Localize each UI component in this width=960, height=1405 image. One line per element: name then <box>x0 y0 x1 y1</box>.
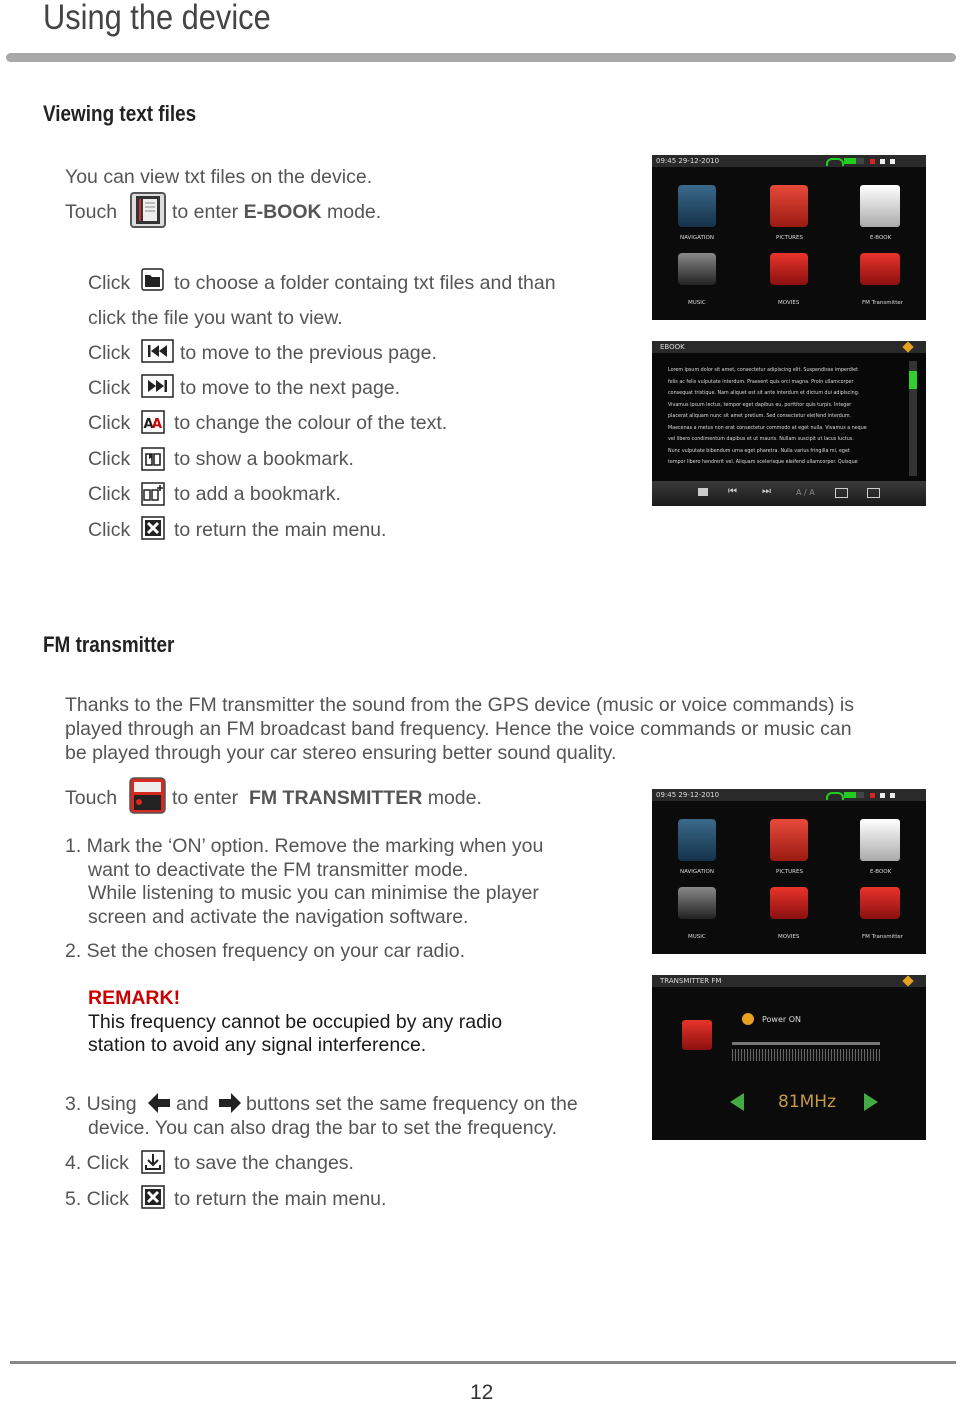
right-arrow-icon <box>218 1092 242 1114</box>
ebook-title-bar <box>652 341 926 353</box>
next-page-icon <box>141 374 174 398</box>
fm-step-1 <box>65 835 543 929</box>
ebook-line: felis ac felis vulputate interdum. Praesent quis orci magna. Proin ullamcorper <box>668 379 854 385</box>
ebook-tile-icon <box>860 185 900 227</box>
fm-transmitter-app-icon <box>129 777 166 814</box>
status-dot-icon <box>880 159 885 164</box>
title-divider <box>6 53 956 62</box>
touch-label: Touch <box>65 201 118 223</box>
svg-text:A: A <box>143 417 154 432</box>
status-dot-icon <box>890 159 895 164</box>
save-icon <box>141 1150 165 1174</box>
ebook-mode-name: E-BOOK <box>243 201 322 223</box>
touch-label: Touch <box>65 787 118 809</box>
signal-icon <box>844 158 864 164</box>
fm-step-4-end: to save the changes. <box>174 1152 354 1174</box>
device-home-screenshot <box>652 155 926 320</box>
ebook-screen-title: EBOOK <box>660 343 685 351</box>
paragraph-line: played through an FM broadcast band frequency. Hence the voice commands or music can <box>65 718 852 740</box>
fm-enter-line <box>172 787 482 810</box>
close-icon <box>141 516 165 540</box>
status-dot-icon <box>870 159 875 164</box>
paragraph-line: be played through your car stereo ensuring better sound quality. <box>65 742 617 764</box>
step-line: screen and activate the navigation software. <box>88 905 469 928</box>
signal-icon <box>844 792 864 798</box>
ebook-line: consequat tristique. Nam aliquet est sit ante interdum et dictum dui adipiscing. <box>668 391 860 396</box>
enter-post: mode. <box>326 201 382 223</box>
movies-tile-icon <box>770 253 808 285</box>
fm-transmitter-tile-icon <box>860 887 900 919</box>
paragraph-line: Thanks to the FM transmitter the sound from the GPS device (music or voice commands) is <box>65 694 854 716</box>
show-bookmark-icon <box>141 447 165 471</box>
frequency-track[interactable] <box>732 1042 880 1045</box>
pictures-tile-icon <box>770 819 808 861</box>
tile-label: FM Transmitter <box>862 300 904 306</box>
list-item: to move to the previous page. <box>180 342 437 364</box>
status-time: 09:45 29-12-2010 <box>656 791 720 799</box>
movies-tile-icon <box>770 887 808 919</box>
fm-transmitter-tile-icon <box>860 253 900 285</box>
ebook-app-icon <box>130 192 166 228</box>
click-label: Click <box>88 483 131 505</box>
svg-text:A: A <box>152 417 163 432</box>
fm-screen-title: TRANSMITTER FM <box>660 977 722 985</box>
enter-post: mode. <box>427 787 482 809</box>
fm-step-3-end: buttons set the same frequency on the <box>246 1093 578 1115</box>
status-time: 09:45 29-12-2010 <box>656 157 720 165</box>
text-colour-icon[interactable]: A / A <box>796 488 815 497</box>
previous-page-icon[interactable]: ⏮ <box>728 486 737 497</box>
fm-step-4-start: 4. Click <box>65 1152 129 1174</box>
list-item <box>88 483 130 506</box>
step-line: want to deactivate the FM transmitter mode. <box>88 858 469 881</box>
add-bookmark-icon[interactable] <box>867 488 880 498</box>
enter-pre: to enter <box>172 787 239 809</box>
fm-intro-paragraph <box>65 693 935 765</box>
fm-step-5-start: 5. Click <box>65 1188 129 1210</box>
tile-label: FM Transmitter <box>862 934 904 940</box>
ebook-line: Vivamus ipsum lectus, tempor eget dapibus eu, porttitor quis turpis. Integer <box>668 402 852 408</box>
step-line: 1. Mark the ‘ON’ option. Remove the marking when you <box>65 835 544 857</box>
ebook-touch-line <box>65 201 117 224</box>
wifi-icon <box>826 792 844 800</box>
fm-step-2: 2. Set the chosen frequency on your car radio. <box>65 940 465 962</box>
folder-icon <box>141 268 164 291</box>
navigation-tile-icon <box>678 185 716 227</box>
ebook-line: vel libero condimentum dapibus et ut mauris. Nullam suscipit ut lacus luctus. <box>668 437 854 442</box>
previous-page-icon <box>141 339 174 363</box>
list-item: to move to the next page. <box>180 377 401 399</box>
list-item: to show a bookmark. <box>174 448 354 470</box>
fm-step-3-start: 3. Using <box>65 1093 137 1115</box>
fm-section-heading: FM transmitter <box>43 632 175 657</box>
ebook-section-heading: Viewing text files <box>43 101 197 126</box>
device-fm-screenshot <box>652 975 926 1140</box>
left-arrow-icon[interactable] <box>730 1093 744 1111</box>
ebook-toolbar <box>652 481 926 506</box>
status-dot-icon <box>890 793 895 798</box>
click-label: Click <box>88 412 131 434</box>
music-tile-icon <box>678 887 716 919</box>
ebook-line: Nunc vulputate bibendum urna eget pharetra. Nulla varius fringilla mi, eget <box>668 448 850 454</box>
show-bookmark-icon[interactable] <box>835 488 848 498</box>
remark-line: This frequency cannot be occupied by any radio <box>88 1010 503 1033</box>
click-label: Click <box>88 342 131 364</box>
tile-label: MUSIC <box>688 300 706 306</box>
fm-step-3-line2: device. You can also drag the bar to set the frequency. <box>88 1117 558 1139</box>
fm-transmitter-tile-icon <box>682 1020 712 1050</box>
frequency-readout: 81MHz <box>778 1092 837 1112</box>
tile-label: NAVIGATION <box>680 235 714 241</box>
ebook-text <box>668 365 867 469</box>
tile-label: MOVIES <box>778 300 800 306</box>
tile-label: PICTURES <box>776 869 803 875</box>
power-checkbox[interactable] <box>742 1013 754 1025</box>
ebook-line: placerat aliquam nunc sit amet pretium. Sed consectetur eleifend interdum. <box>668 414 852 419</box>
tile-label: E-BOOK <box>870 869 892 875</box>
list-item <box>88 412 130 435</box>
music-tile-icon <box>678 253 716 285</box>
list-item: to add a bookmark. <box>174 483 341 505</box>
list-item: to change the colour of the text. <box>174 412 448 434</box>
scrollbar-thumb[interactable] <box>909 371 917 389</box>
ebook-line: tempor libero hendrerit vel. Aliquam scelerisque eleifend ullamcorper. Quisque <box>668 460 858 465</box>
list-item: click the file you want to view. <box>88 307 343 329</box>
list-item <box>88 377 130 400</box>
folder-icon[interactable] <box>698 488 708 496</box>
list-item: to return the main menu. <box>174 519 387 541</box>
list-item <box>88 342 130 365</box>
page-number: 12 <box>470 1381 494 1404</box>
tile-label: E-BOOK <box>870 235 892 241</box>
text-colour-icon <box>141 410 165 434</box>
power-label: Power ON <box>762 1015 802 1024</box>
enter-pre: to enter <box>172 201 239 223</box>
device-home-screenshot <box>652 789 926 954</box>
remark-block <box>88 987 502 1058</box>
list-item: to choose a folder containg txt files and than <box>174 272 556 294</box>
list-item <box>88 448 130 471</box>
footer-divider <box>10 1361 956 1364</box>
status-dot-icon <box>880 793 885 798</box>
frequency-bar[interactable] <box>732 1049 880 1061</box>
status-dot-icon <box>870 793 875 798</box>
click-label: Click <box>88 519 131 541</box>
ebook-enter-line <box>172 201 381 224</box>
list-item <box>88 519 130 542</box>
wifi-icon <box>826 158 844 166</box>
click-label: Click <box>88 448 131 470</box>
device-ebook-screenshot <box>652 341 926 506</box>
fm-step-3-and: and <box>176 1093 209 1115</box>
ebook-line: Maecenas a metus non erat consectetur commodo at eget nulla. Vivamus a neque <box>668 425 867 431</box>
ebook-intro: You can view txt files on the device. <box>65 166 373 188</box>
tile-label: PICTURES <box>776 235 803 241</box>
navigation-tile-icon <box>678 819 716 861</box>
ebook-line: Lorem ipsum dolor sit amet, consectetur adipiscing elit. Suspendisse imperdiet <box>668 368 858 373</box>
step-line: While listening to music you can minimise the player <box>88 882 539 904</box>
page-title: Using the device <box>43 0 271 37</box>
tile-label: MOVIES <box>778 934 800 940</box>
click-label: Click <box>88 272 131 294</box>
ebook-tile-icon <box>860 819 900 861</box>
close-icon <box>141 1185 165 1209</box>
tile-label: NAVIGATION <box>680 869 714 875</box>
remark-heading: REMARK! <box>88 987 181 1009</box>
list-item <box>88 272 130 295</box>
click-label: Click <box>88 377 131 399</box>
fm-mode-name: FM TRANSMITTER <box>248 787 423 809</box>
next-page-icon[interactable]: ⏭ <box>762 486 771 497</box>
add-bookmark-icon <box>141 482 165 506</box>
tile-label: MUSIC <box>688 934 706 940</box>
right-arrow-icon[interactable] <box>864 1093 878 1111</box>
fm-step-5-end: to return the main menu. <box>174 1188 387 1210</box>
pictures-tile-icon <box>770 185 808 227</box>
remark-line: station to avoid any signal interference. <box>88 1034 427 1056</box>
fm-touch-line <box>65 787 117 810</box>
left-arrow-icon <box>147 1092 171 1114</box>
